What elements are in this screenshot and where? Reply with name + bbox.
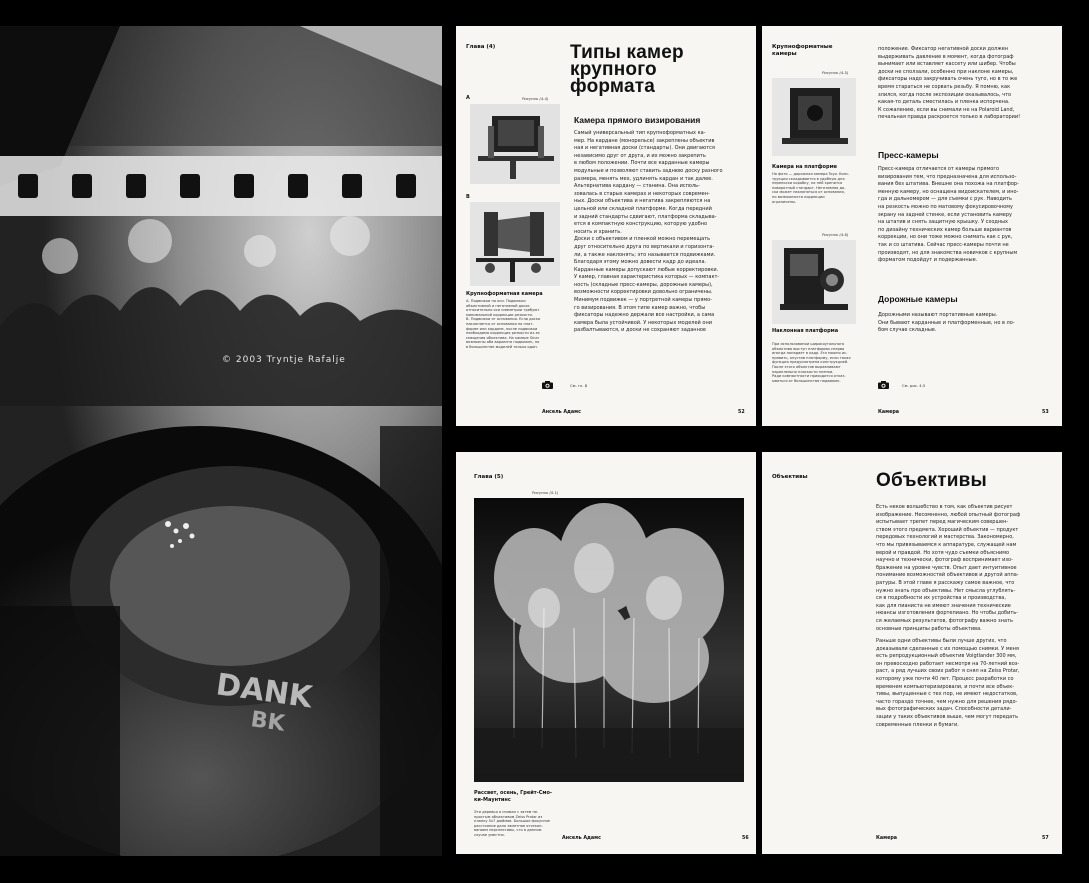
photo-copyright: © 2003 Tryntje Rafalje bbox=[222, 355, 346, 365]
caption-title: Камера на платформе bbox=[772, 164, 838, 170]
page-56 bbox=[456, 452, 756, 854]
body-line: на резкость можно по матовому фокусировочному bbox=[878, 203, 1013, 210]
body-line: модульные и позволяют ставить заднюю доску разного bbox=[574, 167, 723, 174]
body-line: Минимум подвижек — у портретной камеры прямо- bbox=[574, 297, 712, 304]
body-line: К сожалению, если вы снимали не на Polaroid Land, bbox=[878, 106, 1015, 113]
body-line: как для пианиста не имеют значения технические bbox=[876, 602, 1011, 609]
body-line: Дорожными называют портативные камеры. bbox=[878, 312, 998, 318]
forest-photo bbox=[474, 498, 744, 782]
body-line: зовалась в старых камерах и некоторых современ- bbox=[574, 190, 710, 197]
figure-ref: Рисунок (5.1) bbox=[532, 490, 559, 495]
caption-title: Крупноформатная камера bbox=[466, 291, 543, 297]
body-line: Есть некое волшебство в том, как объектив рисует bbox=[876, 504, 1013, 510]
view-camera-graphic bbox=[470, 104, 560, 184]
body-line: Альтернатива кардану — станина. Она исполь- bbox=[574, 183, 700, 190]
caption-line: Ради компактности приходится отказ- bbox=[772, 374, 846, 379]
body-line: временем компьютеризировали, и почти все объек- bbox=[876, 683, 1015, 690]
body-line: по дизайну технических камер больше вариантов bbox=[878, 226, 1012, 233]
figure-ref: Рисунок (4.5) bbox=[822, 70, 849, 75]
body-text bbox=[876, 638, 1056, 729]
body-line: Они бывают карданные и платформенные, но в ло- bbox=[878, 319, 1015, 326]
page-53 bbox=[762, 26, 1062, 426]
body-line: ная и негативная доски (стандарты). Они двигаются bbox=[574, 145, 715, 152]
body-line: Карданные камеры допускают любые корректировки. bbox=[574, 266, 719, 273]
page-title: Объективы bbox=[876, 470, 987, 491]
body-line: зации у таких объективов выше, чем могут передать bbox=[876, 713, 1019, 720]
body-line: Самый универсальный тип крупноформатных ка- bbox=[574, 130, 706, 136]
body-line: тивы, выпущенные с тех пор, не имеют недостатков, bbox=[876, 691, 1018, 698]
press-camera-graphic bbox=[772, 240, 856, 324]
body-line: верой и правдой. Но хотя чудо съемки объяснимо bbox=[876, 549, 1010, 556]
body-line: менную камеру, но оснащена видоискателем, и ино- bbox=[878, 188, 1019, 195]
running-footer: Камера bbox=[878, 410, 900, 415]
caption-text bbox=[772, 172, 864, 204]
body-line: ся желаемых результатов, фотографу важно знать bbox=[876, 617, 1013, 624]
caption-line: случае уместно. bbox=[474, 832, 505, 837]
caption-line: форме или кардане, после подвижки bbox=[466, 326, 538, 331]
svg-text:DANK: DANK bbox=[213, 667, 315, 716]
caption-line: наклоняется от основания на плат- bbox=[466, 321, 534, 326]
body-line: что мы привязываемся к аппаратуре, служащей нам bbox=[876, 541, 1017, 548]
body-line: ется в компактную конструкцию, которую удобно bbox=[574, 221, 708, 228]
cross-reference: См. гл. 8 bbox=[570, 383, 588, 388]
page-number: 57 bbox=[1042, 836, 1049, 841]
page-number: 56 bbox=[742, 836, 749, 841]
body-line: выдерживать давление в момент, когда фотограф bbox=[878, 53, 1014, 60]
chapter-label: Глава (5) bbox=[474, 474, 504, 480]
body-line: он превосходно работает несмотря на 70-летний воз- bbox=[876, 660, 1020, 667]
body-line: коррекции, но они тоже можно снимать как с рук, bbox=[878, 234, 1013, 241]
body-text bbox=[878, 166, 1056, 265]
caption-line: возможны оба варианта подвижек, но bbox=[466, 340, 540, 345]
body-line: размера, менять мех, удлинять кардан и так далее. bbox=[574, 175, 713, 182]
caption-line: переноски коробку, на ней крепится bbox=[772, 181, 843, 186]
cross-reference: См. рис. 4.5 bbox=[902, 383, 926, 388]
caption-line: иногда попадает в кадр. Его можно ис- bbox=[772, 351, 848, 356]
body-line: Пресс-камера отличается от камеры прямого bbox=[878, 166, 1000, 172]
page-title bbox=[570, 44, 684, 95]
caption-line: объективной и негативной досок bbox=[466, 303, 530, 308]
body-line: современные пленки и бумаги. bbox=[876, 721, 959, 728]
caption-line: При использовании широкоугольного bbox=[772, 342, 845, 346]
body-line: Раньше одни объективы были лучше других, что bbox=[876, 638, 1007, 644]
caption-line: ванием перспективы, что в данном bbox=[474, 828, 542, 833]
title-line: формата bbox=[570, 76, 655, 97]
film-photo-graphic bbox=[0, 26, 442, 856]
caption-line: ска может наклоняться от основания, bbox=[772, 190, 845, 195]
body-text bbox=[878, 46, 1056, 122]
running-footer: Ансель Адамс bbox=[562, 836, 601, 841]
camera-image-a bbox=[470, 104, 560, 184]
caption-line: смещения объектива. На камере Sinar bbox=[466, 335, 540, 340]
body-line: научно и технически, фотограф воспринимает изо- bbox=[876, 557, 1013, 564]
body-line: разбалтываются, и доски не сохраняют заданное bbox=[574, 327, 706, 334]
body-line: цельной или складной платформе. Когда передний bbox=[574, 205, 712, 212]
forest-photo-graphic bbox=[474, 498, 744, 782]
page-number: 52 bbox=[738, 410, 745, 415]
caption-line: объектива выступ платформы сперва bbox=[772, 346, 845, 351]
caption-line: После этого объектив выравнивают bbox=[772, 364, 841, 369]
body-line: бом случае складные. bbox=[878, 327, 937, 334]
svg-text:BK: BK bbox=[249, 707, 287, 737]
camera-icon bbox=[878, 381, 889, 389]
caption-line: функция предусмотрена конструкцией. bbox=[772, 360, 849, 365]
body-line: форматом подойдут и подержанные. bbox=[878, 257, 978, 264]
running-footer: Ансель Адамс bbox=[542, 410, 581, 415]
caption-title-line: ки-Маунтинс bbox=[474, 797, 511, 803]
body-line: ством этого предмета. Хороший объектив — продукт bbox=[876, 526, 1019, 533]
body-line: раст, а ряд лучших своих работ я снял на Zeiss Protar, bbox=[876, 668, 1020, 675]
caption-line: минимальной коррекции резкости. bbox=[466, 312, 533, 317]
running-footer: Камера bbox=[876, 836, 898, 841]
caption-line: ограничены. bbox=[772, 199, 796, 204]
caption-line: простым объективом Zeiss Protar из bbox=[474, 814, 543, 819]
figure-ref: Рисунок (4.4) bbox=[522, 96, 549, 101]
caption-line: относительно оси симметрии требуют bbox=[466, 308, 540, 313]
camera-image-tilt bbox=[772, 240, 856, 324]
body-line: основные принципы работы объектива. bbox=[876, 625, 982, 632]
body-line: нюансы изготовления фортепиано. Но чтобы добить- bbox=[876, 610, 1019, 617]
caption-line: расстояние дало заметное отсекан- bbox=[474, 823, 543, 828]
body-line: вых фотографических задач. Способности детали- bbox=[876, 706, 1012, 713]
body-line: гда и дальномером — для съемки с рук. Наводить bbox=[878, 196, 1012, 203]
body-line: друг относительно друга по вертикали и горизонта- bbox=[574, 243, 715, 250]
monorail-camera-graphic bbox=[470, 202, 560, 286]
body-line: изображение. Несомненно, любой опытный фотограф bbox=[876, 511, 1021, 518]
caption-line: править, опустив платформу, если такая bbox=[772, 355, 851, 360]
figure-label-b: B bbox=[466, 194, 470, 200]
page-52 bbox=[456, 26, 756, 426]
body-line: производят, но для знакомства новичков с крупным bbox=[878, 249, 1018, 256]
section-label: Объективы bbox=[772, 474, 808, 480]
caption-line: но возможности коррекции bbox=[772, 194, 825, 199]
caption-text bbox=[474, 810, 574, 838]
camera-image-platform bbox=[772, 78, 856, 156]
chapter-label: Глава (4) bbox=[466, 44, 496, 50]
body-line: вания без штатива. Внешне она похожа на платфор- bbox=[878, 181, 1019, 188]
body-line: доски не сползали, особенно при наклоне камеры, bbox=[878, 68, 1014, 75]
camera-icon bbox=[542, 381, 553, 389]
caption-text bbox=[466, 299, 562, 350]
body-line: экрану на задней стенке, если установить камеру bbox=[878, 211, 1012, 218]
caption-line: поворотный стандарт. Негативная до- bbox=[772, 185, 846, 190]
body-line: У камер, главная характеристика которых — компакт- bbox=[574, 274, 720, 281]
caption-line: А. Подвижки по оси. Подвижки bbox=[466, 299, 526, 303]
field-camera-graphic bbox=[772, 78, 856, 156]
body-text bbox=[574, 130, 750, 335]
body-line: в любом положении. Почти все карданные камеры bbox=[574, 160, 710, 167]
caption-title-line: Рассвет, осень, Грейт-Смо- bbox=[474, 790, 553, 796]
page-number: 53 bbox=[1042, 410, 1049, 415]
body-line: фиксаторы надежно держали все настройки, а сама bbox=[574, 312, 715, 319]
camera-image-b bbox=[470, 202, 560, 286]
section-label-line: камеры bbox=[772, 50, 797, 57]
body-line: фиксаторы надо закручивать очень туго, но в то же bbox=[878, 76, 1018, 83]
body-line: на штатив и снять защитную крышку. У сходных bbox=[878, 219, 1009, 226]
body-line: возможности корректировки довольно ограничены. bbox=[574, 289, 713, 296]
body-line: передовых технологий и мастерства. Закономерно, bbox=[876, 534, 1014, 541]
body-line: ли, а также наклонять; это называется подвижками. bbox=[574, 251, 716, 258]
caption-line: в большинстве моделей только один. bbox=[466, 344, 538, 349]
caption-title bbox=[474, 790, 552, 804]
caption-line: планку 5х7 дюймов. Большое фокусное bbox=[474, 819, 550, 824]
body-line: камера была устойчивой. У некоторых моделей они bbox=[574, 319, 712, 326]
body-line: го визирования. В этом типе камер важно, чтобы bbox=[574, 304, 706, 311]
caption-line: трукция складывается в удобную для bbox=[772, 176, 845, 181]
title-line: Типы камер bbox=[570, 42, 684, 63]
page-57 bbox=[762, 452, 1062, 854]
body-line: Благодаря этому можно довести кадр до идеала. bbox=[574, 259, 707, 266]
body-line: понимание возможностей объективов и другой аппа- bbox=[876, 572, 1019, 579]
body-line: ратуры. В этой главе я расскажу самое важное, что bbox=[876, 579, 1015, 586]
body-line: которому уже почти 40 лет. Процесс разработки со bbox=[876, 675, 1014, 682]
body-line: мер. На кардане (монорельсе) закреплены объектив bbox=[574, 137, 715, 144]
figure-ref: Рисунок (4.6) bbox=[822, 232, 849, 237]
body-line: положение. Фиксатор негативной доски должен bbox=[878, 46, 1009, 52]
caption-line: На фото — дорожная камера Toyo. Конс- bbox=[772, 172, 850, 176]
body-text bbox=[878, 312, 1056, 335]
body-line: испытывает трепет перед магическим совершен- bbox=[876, 519, 1009, 526]
caption-line: параллельно плоскости пленки. bbox=[772, 369, 834, 374]
left-photo bbox=[0, 26, 442, 856]
section-heading: Пресс-камеры bbox=[878, 150, 939, 160]
body-line: есть репродукционный объектив Voigtlander 300 мм, bbox=[876, 653, 1017, 660]
section-label-line: Крупноформатные bbox=[772, 44, 833, 50]
caption-line: B. Подвижки от основания. Если доска bbox=[466, 317, 541, 322]
body-line: нужно знать про объективы. Нет смысла углублять- bbox=[876, 587, 1016, 594]
section-heading: Дорожные камеры bbox=[878, 294, 958, 304]
caption-line: необходима коррекция резкости из-за bbox=[466, 331, 540, 336]
body-line: ных. Доски объектива и негатива закрепляются на bbox=[574, 198, 711, 205]
figure-label-a: А bbox=[466, 95, 470, 101]
section-heading: Камера прямого визирования bbox=[574, 115, 701, 125]
body-line: какая-то деталь сместилась и пленка испорчена. bbox=[878, 99, 1010, 106]
section-label bbox=[772, 44, 832, 57]
body-line: доказывали сделанные с их помощью снимки. У меня bbox=[876, 645, 1019, 652]
body-line: печальная правда раскроется только в лаборатории! bbox=[878, 114, 1021, 121]
body-line: и задний стандарты сдвигают, платформа складыва- bbox=[574, 213, 717, 220]
body-line: так и со штатива. Сейчас пресс-камеры почти не bbox=[878, 241, 1009, 248]
body-line: ность (складные пресс-камеры, дорожные камеры), bbox=[574, 281, 713, 288]
body-text bbox=[876, 504, 1056, 633]
caption-text bbox=[772, 342, 864, 383]
body-line: злился, когда после экспозиции оказывалось, что bbox=[878, 91, 1012, 98]
caption-title: Наклонная платформа bbox=[772, 328, 839, 334]
caption-line: Эти деревья я снимал с затем не- bbox=[474, 810, 539, 814]
caption-line: ываться от большинства подвижек. bbox=[772, 378, 841, 383]
body-line: вынимает или вставляет кассету или шибер. Чтобы bbox=[878, 61, 1016, 68]
body-line: время стараться не сорвать резьбу. Я помню, как bbox=[878, 83, 1011, 90]
body-line: Доски с объективом и пленкой можно перемещать bbox=[574, 236, 711, 243]
body-line: носить и хранить. bbox=[574, 228, 622, 235]
body-line: ся в подробности их устройства и производства, bbox=[876, 595, 1006, 602]
body-line: часто гораздо точнее, чем нужно для решения рядо- bbox=[876, 698, 1018, 705]
body-line: независимо друг от друга, и их можно закрепить bbox=[574, 152, 706, 159]
title-line: крупного bbox=[570, 59, 657, 80]
body-line: визирования тем, что предназначена для использо- bbox=[878, 173, 1017, 180]
body-line: бражение на уровне чувств. Опыт дает интуитивное bbox=[876, 564, 1017, 571]
